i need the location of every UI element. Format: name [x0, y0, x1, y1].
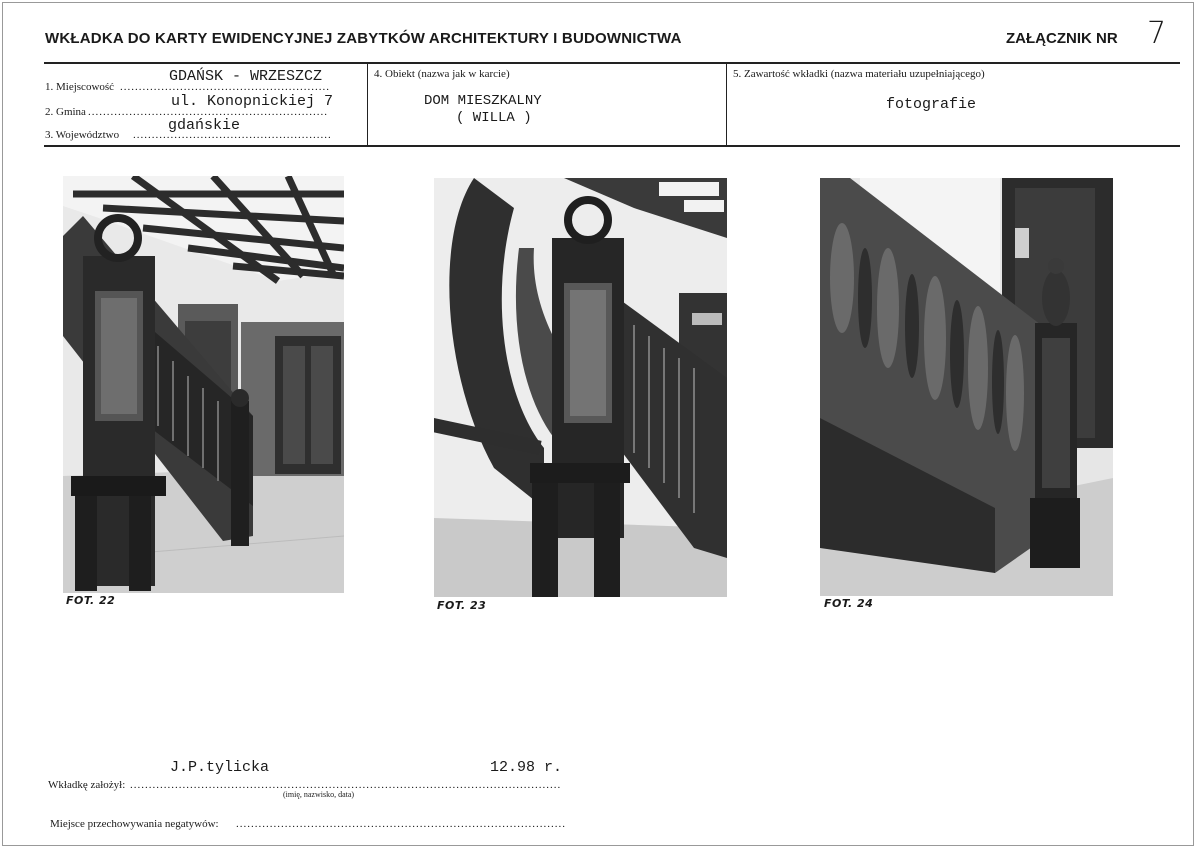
- field-wojewodztwo-dots: .....................................................: [133, 129, 332, 141]
- field-obiekt-label: 4. Obiekt (nazwa jak w karcie): [374, 68, 510, 80]
- author-dots: ...................................................................................................................: [130, 779, 562, 791]
- field-obiekt-value-line1: DOM MIESZKALNY: [424, 93, 542, 109]
- date-value: 12.98 r.: [490, 759, 563, 776]
- field-gmina-label: 2. Gmina: [45, 106, 86, 118]
- negatives-dots: ........................................................................................: [236, 818, 566, 830]
- negatives-label: Miejsce przechowywania negatywów:: [50, 818, 219, 830]
- annex-label: ZAŁĄCZNIK NR: [1006, 30, 1118, 47]
- annex-number: 7: [1147, 16, 1167, 51]
- photo-24-caption: FOT. 24: [824, 597, 874, 610]
- photo-24-image: [820, 178, 1113, 596]
- field-wojewodztwo-label: 3. Województwo: [45, 129, 120, 141]
- field-miejscowosc-dots: ........................................................: [120, 81, 330, 93]
- photo-22-image: [63, 176, 344, 593]
- field-zawartosc-value: fotografie: [886, 96, 977, 113]
- photo-24: [820, 178, 1113, 596]
- author-value: J.P.tylicka: [170, 759, 270, 776]
- field-zawartosc-label: 5. Zawartość wkładki (nazwa materiału uzupełniającego): [733, 68, 985, 80]
- field-gmina-value: ul. Konopnickiej 7: [171, 93, 334, 110]
- form-title: WKŁADKA DO KARTY EWIDENCYJNEJ ZABYTKÓW ARCHITEKTURY I BUDOWNICTWA: [45, 30, 682, 47]
- field-obiekt-value-line2: ( WILLA ): [456, 110, 532, 126]
- author-label: Wkładkę założył:: [48, 779, 126, 791]
- field-miejscowosc-label: 1. Miejscowość: [45, 81, 115, 93]
- author-hint: (imię, nazwisko, data): [283, 790, 355, 799]
- photo-23-caption: FOT. 23: [437, 599, 487, 612]
- photo-22: [63, 176, 344, 593]
- photo-23-image: [434, 178, 727, 597]
- column-divider-1: [367, 63, 368, 146]
- table-bottom-rule: [44, 145, 1180, 147]
- field-miejscowosc-value: GDAŃSK - WRZESZCZ: [169, 68, 323, 85]
- table-top-rule: [44, 62, 1180, 64]
- column-divider-2: [726, 63, 727, 146]
- photo-23: [434, 178, 727, 597]
- photo-22-caption: FOT. 22: [66, 594, 116, 607]
- field-wojewodztwo-value: gdańskie: [168, 117, 241, 134]
- field-gmina-dots: ................................................................: [88, 106, 328, 118]
